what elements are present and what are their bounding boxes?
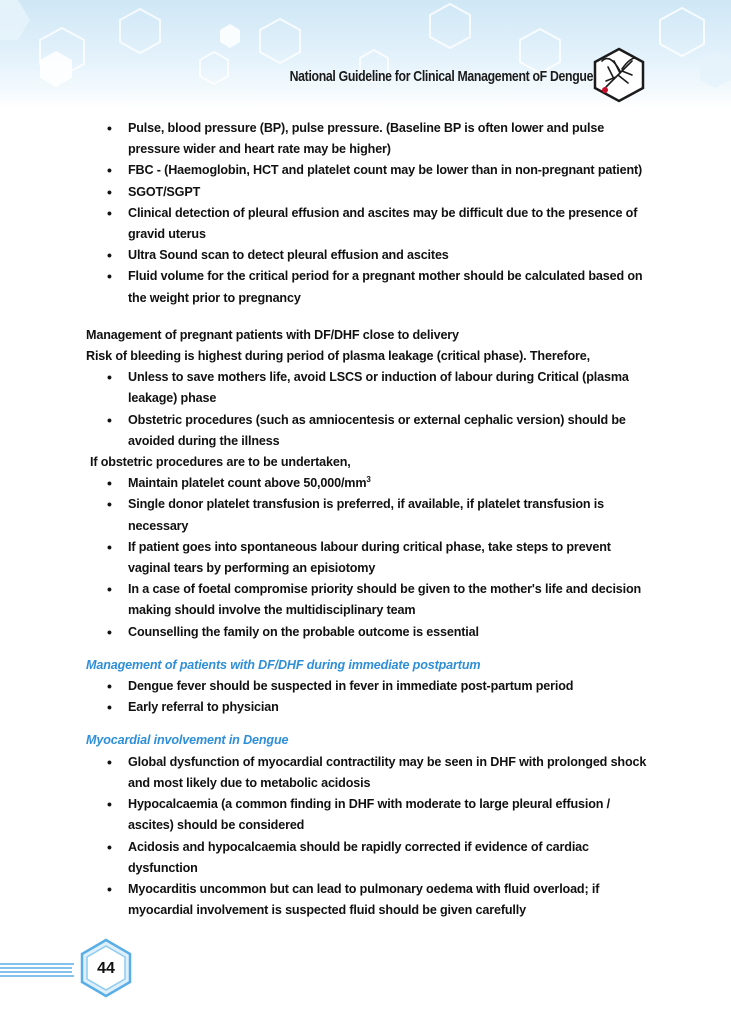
section-heading-myocardial: Myocardial involvement in Dengue [86, 733, 289, 748]
list-item: • Fluid volume for the critical period for a pregnant mother should be calculated based on the weight prior to pregnancy [107, 266, 647, 308]
list-item: • Clinical detection of pleural effusion and ascites may be difficult due to the presence of gravid uterus [107, 203, 647, 245]
list-item-platelet [107, 473, 647, 494]
list-item: • Dengue fever should be suspected in fever in immediate post-partum period [107, 676, 647, 697]
list-item: • Unless to save mothers life, avoid LSCS or induction of labour during Critical (plasma leakage) phase [107, 367, 647, 409]
myocardial-list [107, 752, 647, 922]
list-item: • Obstetric procedures (such as amniocentesis or external cephalic version) should be avoided during the illness [107, 410, 647, 452]
document-body [86, 118, 647, 921]
superscript: 3 [366, 475, 371, 485]
delivery-list-b [107, 473, 647, 643]
list-item: • Hypocalcaemia (a common finding in DHF with moderate to large pleural effusion / ascites) should be considered [107, 794, 647, 836]
section-intro: Risk of bleeding is highest during period of plasma leakage (critical phase). Therefore, [86, 349, 590, 364]
page-number: 44 [97, 960, 115, 977]
page-header [0, 0, 731, 108]
list-item: • Early referral to physician [107, 697, 647, 718]
list-item: • Counselling the family on the probable outcome is essential [107, 622, 647, 643]
header-title: National Guideline for Clinical Management oF Dengue [289, 68, 593, 85]
mosquito-hexagon-icon [592, 47, 646, 103]
list-item: • Global dysfunction of myocardial contractility may be seen in DHF with prolonged shock and most likely due to metabolic acidosis [107, 752, 647, 794]
assessment-list [107, 118, 647, 309]
delivery-list-a [107, 367, 647, 452]
list-item: • In a case of foetal compromise priority should be given to the mother's life and decision making should involve the multidisciplinary team [107, 579, 647, 621]
page-number-badge [0, 930, 160, 1010]
list-item: • FBC - (Haemoglobin, HCT and platelet count may be lower than in non-pregnant patient) [107, 160, 647, 181]
list-item: • Acidosis and hypocalcaemia should be rapidly corrected if evidence of cardiac dysfunction [107, 837, 647, 879]
list-item: • Single donor platelet transfusion is preferred, if available, if platelet transfusion is necessary [107, 494, 647, 536]
platelet-text: Maintain platelet count above 50,000/mm [128, 476, 367, 491]
list-item: • SGOT/SGPT [107, 182, 647, 203]
list-item: • Pulse, blood pressure (BP), pulse pressure. (Baseline BP is often lower and pulse pressure wider and heart rate may be higher) [107, 118, 647, 160]
section-heading-postpartum: Management of patients with DF/DHF during immediate postpartum [86, 657, 481, 672]
obstetric-note: If obstetric procedures are to be undertaken, [90, 455, 351, 470]
list-item: • Ultra Sound scan to detect pleural effusion and ascites [107, 245, 647, 266]
list-item: • If patient goes into spontaneous labour during critical phase, take steps to prevent vaginal tears by performing an episiotomy [107, 537, 647, 579]
postpartum-list [107, 676, 647, 718]
list-item: • Myocarditis uncommon but can lead to pulmonary oedema with fluid overload; if myocardial involvement is suspected fluid should be given carefully [107, 879, 647, 921]
section-heading-delivery: Management of pregnant patients with DF/DHF close to delivery [86, 327, 459, 342]
